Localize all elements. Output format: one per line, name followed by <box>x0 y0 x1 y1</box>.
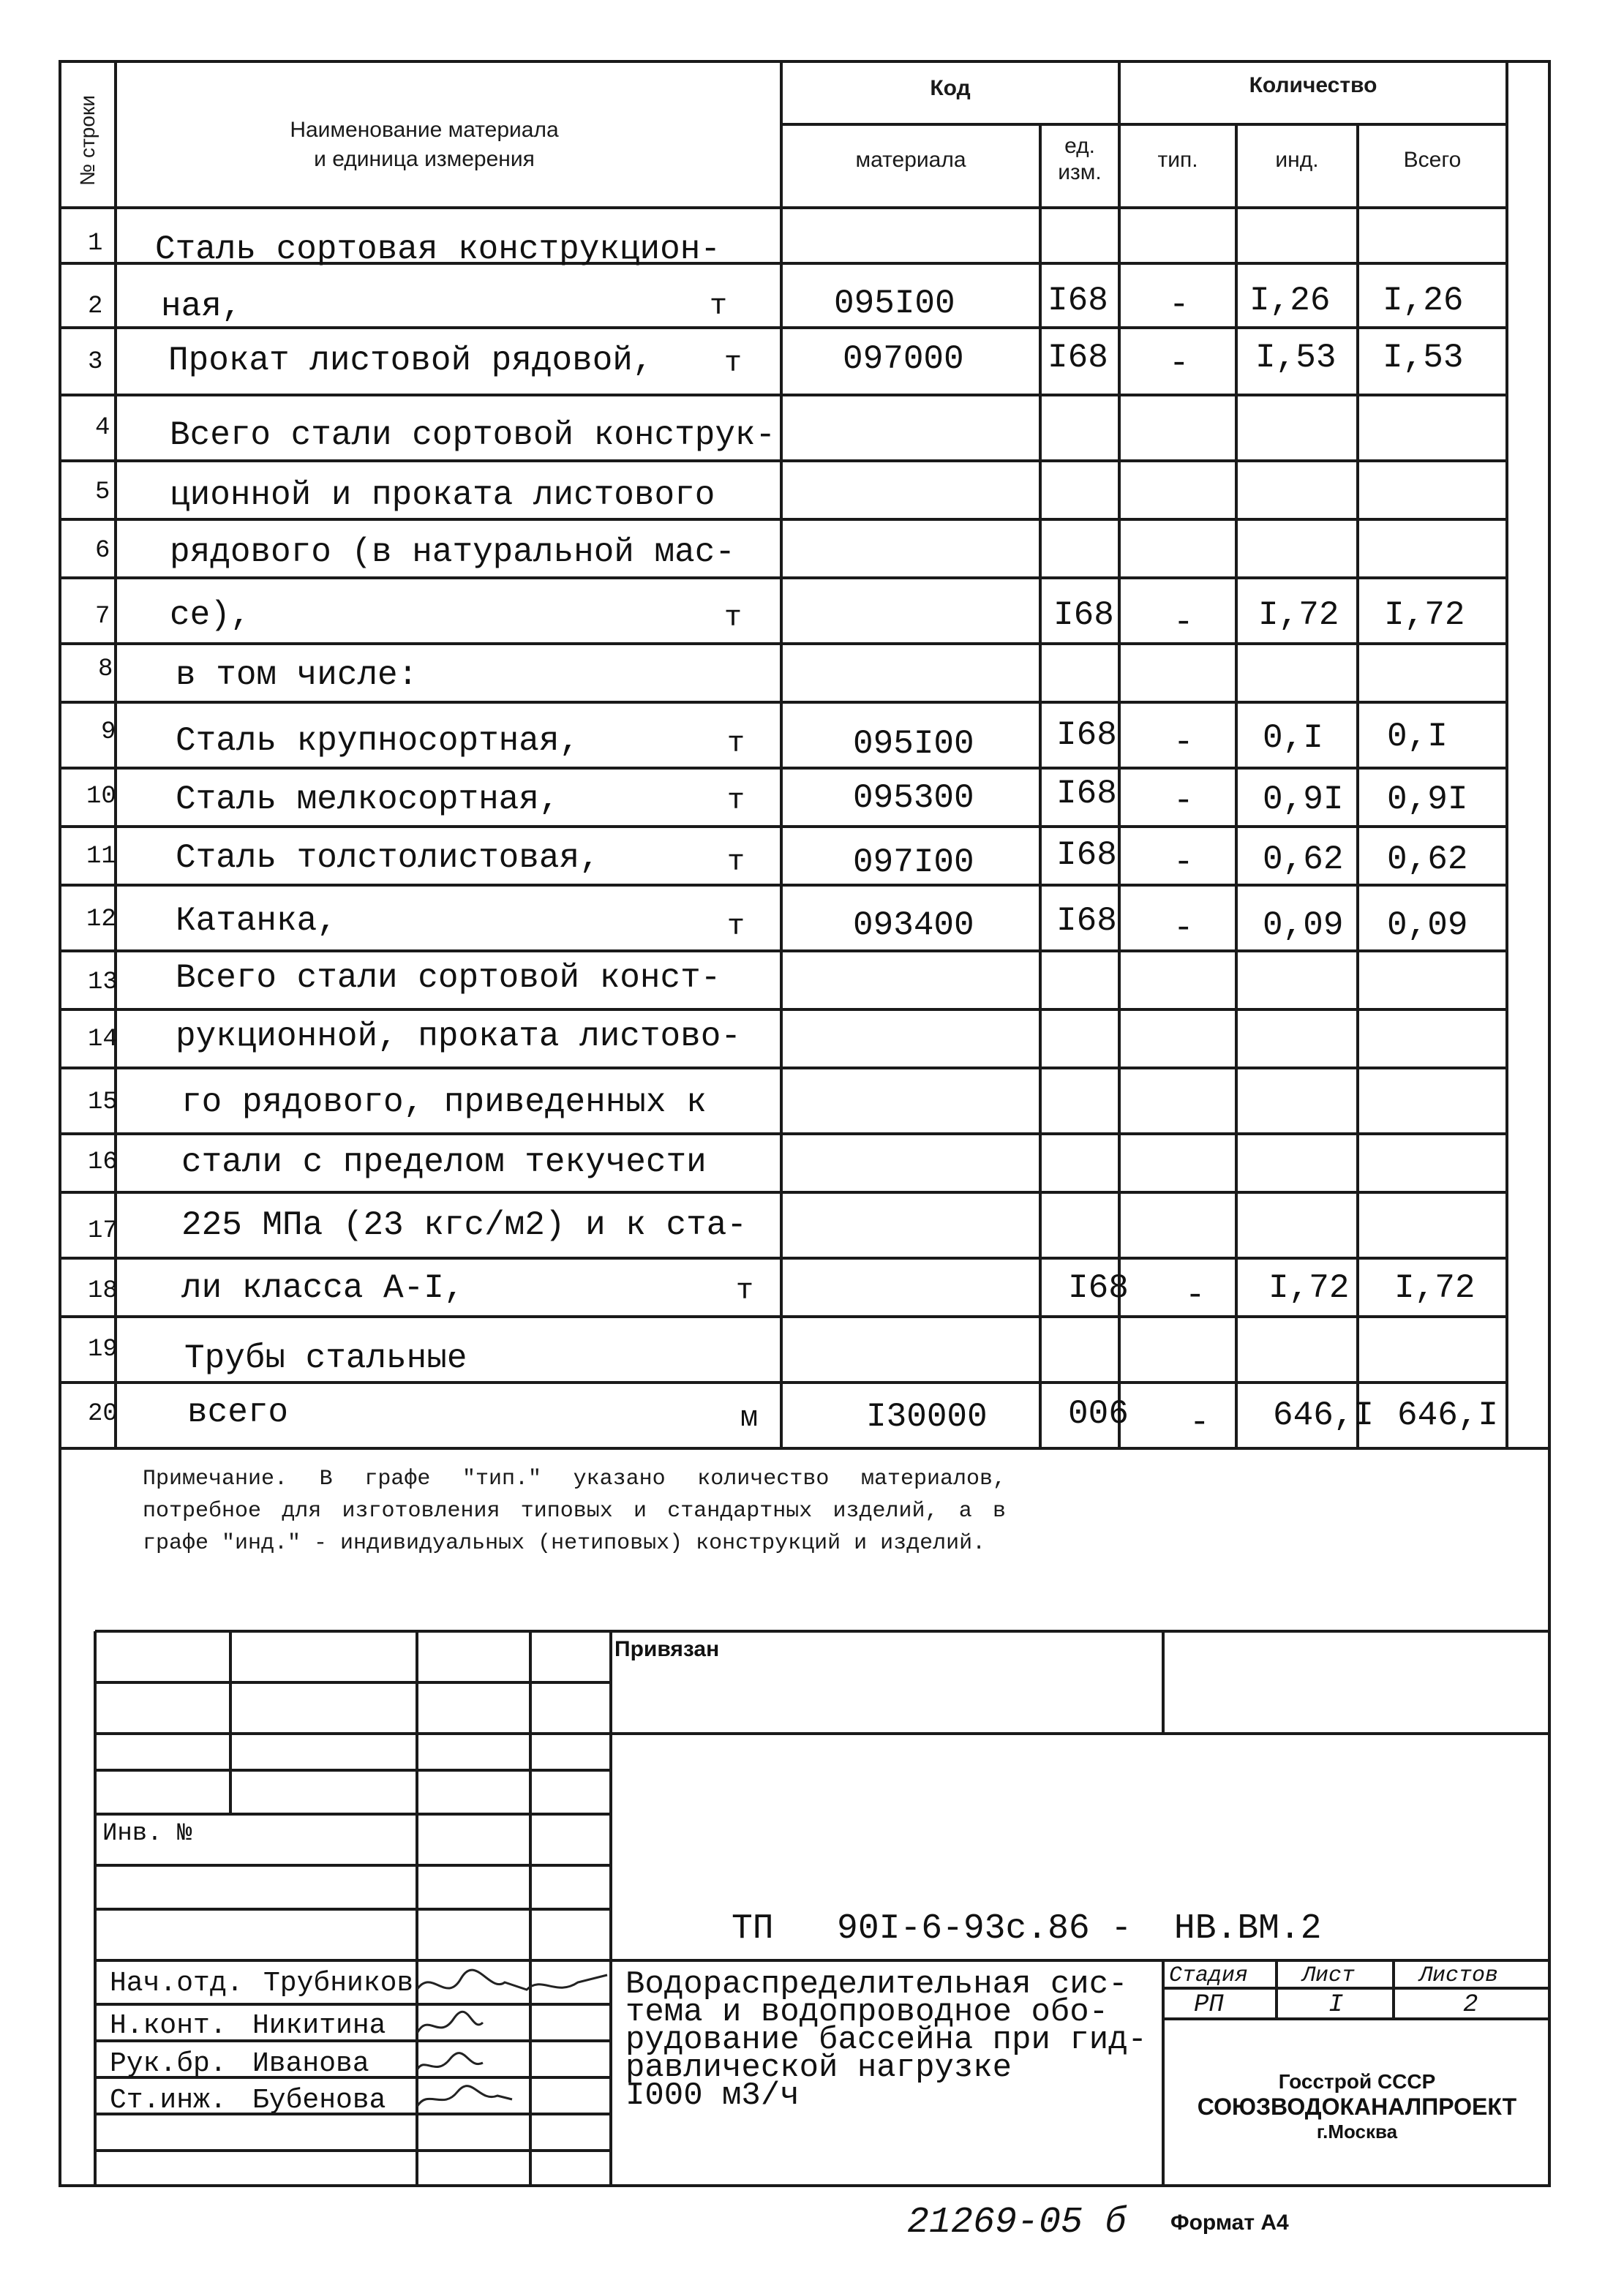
row-number: 11 <box>86 843 116 870</box>
row-number: 9 <box>101 718 116 746</box>
row-material-code: I30000 <box>866 1398 988 1436</box>
total-header: Всего <box>1403 148 1462 172</box>
row-unit-letter: т <box>710 290 728 323</box>
typ-header: тип. <box>1157 148 1198 172</box>
row-name: ционной и проката листового <box>170 476 715 514</box>
row-number: 14 <box>88 1026 118 1053</box>
row-number: 18 <box>88 1277 118 1305</box>
row-ind: 0,9I <box>1263 780 1344 819</box>
row-number-header-label: № строки <box>76 95 99 186</box>
row-unit-letter: т <box>727 911 745 944</box>
format-label: Формат А4 <box>1170 2211 1289 2235</box>
name-header <box>219 116 629 174</box>
row-typ: - <box>1173 782 1194 820</box>
row-total: 0,9I <box>1387 780 1468 819</box>
organization <box>1165 2070 1549 2143</box>
row-typ: - <box>1169 286 1189 324</box>
row-name: Прокат листовой рядовой, <box>168 342 653 380</box>
document-code: ТП 90I-6-93с.86 - НВ.ВМ.2 <box>732 1909 1322 1949</box>
row-ind: 0,62 <box>1263 840 1344 879</box>
row-total: 0,09 <box>1387 906 1468 944</box>
row-typ: - <box>1173 843 1194 881</box>
code-header: Код <box>930 76 971 100</box>
row-ind: 0,I <box>1263 719 1323 757</box>
sheets-label: Листов <box>1419 1963 1499 1988</box>
name-header-line1: Наименование материала <box>290 118 559 142</box>
footnote: Примечание. В графе "тип." указано количество материалов, потребное для изготовления типовых и стандартных изделий, а в графе "инд." - индивидуальных (нетиповых) конструкций и изделий. <box>143 1467 1006 1556</box>
row-name: Сталь крупносортная, <box>176 722 580 760</box>
row-name: го рядового, приведенных к <box>181 1083 707 1121</box>
row-number: 3 <box>88 348 103 376</box>
row-number: 4 <box>95 414 110 442</box>
name-st-inzh: Бубенова <box>252 2085 386 2116</box>
row-unit-letter: т <box>727 846 745 879</box>
row-total: 0,I <box>1387 718 1448 756</box>
row-typ: - <box>1173 909 1194 947</box>
row-unit-letter: м <box>740 1402 759 1435</box>
row-total: 646,I <box>1397 1396 1499 1434</box>
row-total: I,72 <box>1394 1269 1475 1307</box>
row-number: 6 <box>95 537 110 565</box>
ind-header: инд. <box>1275 148 1319 172</box>
privyazan-label: Привязан <box>614 1637 720 1661</box>
row-name: Всего стали сортовой конструк- <box>170 416 776 454</box>
row-unit-letter: т <box>727 785 745 818</box>
row-number: 20 <box>88 1400 118 1428</box>
row-name: Катанка, <box>176 902 337 940</box>
row-name: Сталь толстолистовая, <box>176 839 600 877</box>
name-n-kont: Никитина <box>252 2010 386 2042</box>
sheets-value: 2 <box>1463 1991 1478 2019</box>
row-unit-code: I68 <box>1068 1269 1129 1307</box>
sheet-label: Лист <box>1302 1963 1356 1988</box>
org-line: СОЮЗВОДОКАНАЛПРОЕКТ <box>1197 2094 1517 2120</box>
row-number: 5 <box>95 478 110 506</box>
role-n-kont: Н.конт. <box>110 2010 227 2042</box>
row-typ: - <box>1173 603 1194 642</box>
row-unit-code: I68 <box>1048 282 1108 320</box>
row-unit-letter: т <box>724 347 743 380</box>
row-ind: I,72 <box>1258 596 1339 634</box>
row-number: 19 <box>88 1336 118 1363</box>
row-name: стали с пределом текучести <box>181 1143 707 1181</box>
archive-number: 21269-05 б <box>907 2202 1127 2243</box>
row-unit-letter: т <box>724 602 743 635</box>
row-typ: - <box>1173 723 1194 761</box>
row-name: рядового (в натуральной мас- <box>170 533 735 571</box>
role-nach-otd: Нач.отд. <box>110 1968 244 1999</box>
name-ruk-br: Иванова <box>252 2048 369 2080</box>
row-material-code: 095I00 <box>853 725 974 763</box>
row-name: се), <box>170 596 251 634</box>
row-material-code: 095I00 <box>834 285 955 323</box>
org-line: Госстрой СССР <box>1278 2070 1436 2093</box>
stage-label: Стадия <box>1169 1963 1249 1988</box>
row-name: ная, <box>161 287 242 326</box>
row-name: всего <box>187 1393 289 1432</box>
project-title-line: I000 м3/ч <box>625 2077 800 2114</box>
row-unit-code: I68 <box>1056 902 1117 940</box>
row-typ: - <box>1189 1404 1210 1442</box>
signatures <box>410 1960 614 2121</box>
row-name: в том числе: <box>176 656 418 694</box>
row-unit-code: I68 <box>1053 596 1114 634</box>
project-title-line: тема и водопроводное обо- <box>625 1994 1109 2031</box>
row-total: 0,62 <box>1387 840 1468 879</box>
stage-value: РП <box>1194 1991 1224 2019</box>
row-number: 13 <box>88 968 118 996</box>
row-number: 16 <box>88 1148 118 1176</box>
row-typ: - <box>1185 1276 1206 1314</box>
role-st-inzh: Ст.инж. <box>110 2085 227 2116</box>
project-title <box>625 1966 1147 2114</box>
row-unit-code: I68 <box>1056 716 1117 754</box>
row-total: I,26 <box>1383 282 1464 320</box>
name-nach-otd: Трубников <box>263 1968 414 1999</box>
row-number: 12 <box>86 906 116 933</box>
material-header: материала <box>855 148 966 172</box>
row-name: ли класса А-I, <box>181 1269 465 1307</box>
project-title-line: рудование бассейна при гид- <box>625 2022 1147 2058</box>
sheet-value: I <box>1328 1991 1344 2019</box>
row-number: 17 <box>88 1217 118 1245</box>
row-total: I,53 <box>1383 339 1464 377</box>
row-number: 15 <box>88 1088 118 1116</box>
name-header-line2: и единица измерения <box>314 147 535 171</box>
row-unit-code: I68 <box>1056 836 1117 874</box>
org-line: г.Москва <box>1316 2121 1398 2143</box>
role-ruk-br: Рук.бр. <box>110 2048 227 2080</box>
row-total: I,72 <box>1384 596 1465 634</box>
inventory-number-label: Инв. № <box>102 1820 192 1848</box>
row-material-code: 093400 <box>853 906 974 944</box>
row-number: 2 <box>88 293 103 320</box>
row-ind: 0,09 <box>1263 906 1344 944</box>
row-name: рукционной, проката листово- <box>176 1017 741 1056</box>
row-ind: I,53 <box>1255 339 1337 377</box>
row-number: 1 <box>88 230 103 257</box>
row-name: Трубы стальные <box>184 1339 467 1377</box>
row-name: 225 МПа (23 кгс/м2) и к ста- <box>181 1206 747 1244</box>
row-number: 10 <box>86 783 116 810</box>
row-unit-letter: т <box>727 728 745 761</box>
row-name: Всего стали сортовой конст- <box>176 959 721 997</box>
row-ind: 646,I <box>1273 1396 1375 1434</box>
row-name: Сталь сортовая конструкцион- <box>155 230 721 268</box>
row-unit-letter: т <box>736 1275 754 1308</box>
row-material-code: 097I00 <box>853 843 974 881</box>
project-title-line: равлической нагрузке <box>625 2050 1012 2086</box>
row-unit-code: 006 <box>1068 1395 1129 1433</box>
row-material-code: 097000 <box>843 340 964 378</box>
quantity-header: Количество <box>1249 73 1377 97</box>
row-ind: I,26 <box>1249 282 1331 320</box>
row-material-code: 095300 <box>853 779 974 817</box>
project-title-line: Водораспределительная сис- <box>625 1966 1128 2003</box>
row-unit-code: I68 <box>1048 339 1108 377</box>
row-name: Сталь мелкосортная, <box>176 780 560 819</box>
row-number: 7 <box>95 603 110 631</box>
unit-header <box>1040 133 1119 186</box>
row-typ: - <box>1169 345 1189 383</box>
row-number-header <box>61 73 114 208</box>
unit-header-line2: изм. <box>1058 160 1102 184</box>
row-number: 8 <box>98 655 113 683</box>
row-ind: I,72 <box>1268 1269 1350 1307</box>
row-unit-code: I68 <box>1056 775 1117 813</box>
unit-header-line1: ед. <box>1064 134 1095 158</box>
